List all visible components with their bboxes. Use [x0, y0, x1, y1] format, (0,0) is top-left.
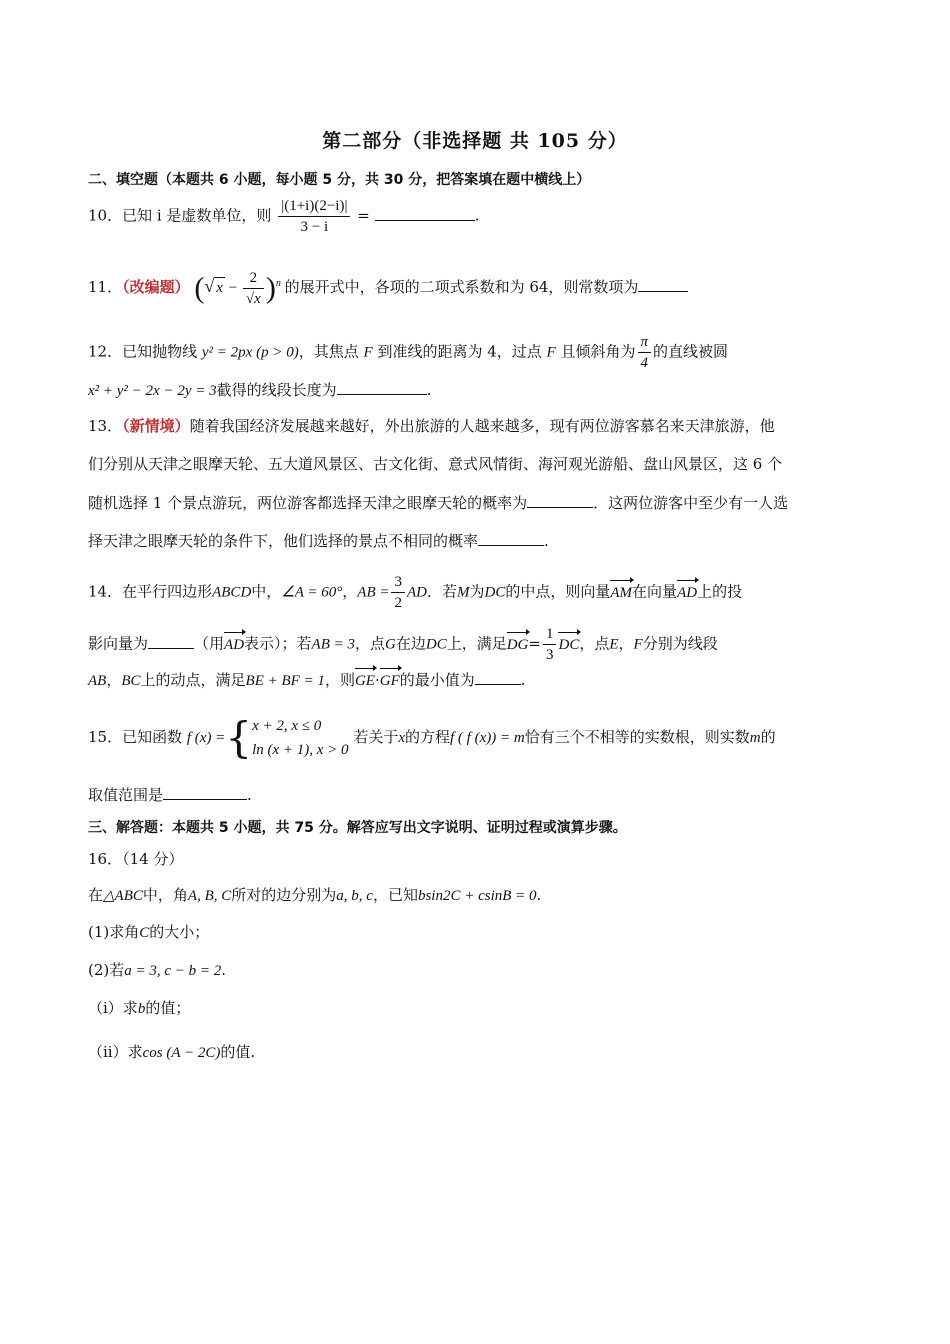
- math-symbol: AB =: [357, 584, 390, 601]
- question-13-line-3: [88, 493, 788, 513]
- fraction: $\frac{3}{2}$: [391, 572, 405, 613]
- question-number: 14．: [88, 582, 123, 601]
- question-15-line-2: [88, 785, 252, 805]
- question-text: 为: [469, 582, 485, 601]
- question-text: 的: [760, 728, 776, 746]
- question-number: 13．: [88, 417, 123, 435]
- math-symbol: E: [609, 636, 619, 653]
- math-symbol: b: [137, 1001, 146, 1017]
- question-text: 若关于: [353, 728, 399, 746]
- question-tag: （新情境）: [122, 417, 190, 435]
- punctuation: .: [544, 532, 549, 550]
- question-text: 在向量: [632, 582, 678, 601]
- math-symbol: m: [749, 730, 761, 746]
- question-text: 上的投: [697, 582, 743, 601]
- question-text: 的直线被圆: [653, 342, 729, 361]
- question-text: ，: [618, 634, 634, 653]
- question-text: 随着我国经济发展越来越好，外出旅游的人越来越多，现有两位游客慕名来天津旅游，他: [189, 417, 775, 435]
- question-16-part-2-ii: [88, 1042, 255, 1063]
- question-14-line-2: [88, 624, 718, 665]
- fraction: $\frac{1}{3}$: [543, 624, 557, 665]
- question-text: ，: [342, 582, 358, 601]
- question-13: [88, 416, 775, 436]
- math-symbol: △ABC: [103, 888, 143, 904]
- math-symbol: DC: [484, 584, 506, 601]
- section-fill-in-heading: 二、填空题（本题共 6 小题，每小题 5 分，共 30 分，把答案填在题中横线上）: [88, 172, 591, 188]
- question-text: 的大小；: [149, 923, 210, 941]
- question-text: ，: [106, 671, 122, 689]
- math-symbol: A, B, C: [187, 888, 232, 904]
- math-symbol: AD: [406, 584, 427, 601]
- answer-blank: [475, 670, 521, 685]
- question-text: 所对的边分别为: [231, 886, 337, 904]
- answer-blank: [148, 634, 194, 649]
- question-text: 中，角: [142, 886, 188, 904]
- answer-blank: [337, 380, 427, 395]
- parabola-equation: y² = 2px (p > 0): [201, 344, 299, 361]
- question-text: 的值；: [145, 999, 191, 1017]
- question-16-part-2: [88, 960, 226, 981]
- question-text: 已知抛物线: [122, 342, 198, 361]
- vector-DG: DG: [506, 636, 529, 653]
- question-text: 上，满足: [446, 634, 507, 653]
- question-number: 11．: [88, 277, 123, 296]
- question-text: 的方程: [405, 728, 451, 746]
- section-solution-heading: 三、解答题：本题共 5 小题，共 75 分。解答应写出文字说明、证明过程或演算步骤。: [88, 820, 627, 836]
- equation: a = 3, c − b = 2: [124, 963, 222, 979]
- question-text: （用: [194, 634, 225, 653]
- math-symbol: ·: [374, 671, 380, 689]
- question-text: ．这两位游客中至少有一人选: [593, 494, 789, 512]
- question-14: [88, 572, 742, 613]
- question-text: 上的动点，满足: [140, 671, 246, 689]
- math-symbol: BE + BF = 1: [245, 673, 325, 689]
- question-text: 的中点，则向量: [505, 582, 611, 601]
- vector-AM: AM: [610, 584, 633, 601]
- case-1: x + 2, x ≤ 0: [252, 718, 322, 734]
- question-text: 且倾斜角为: [560, 342, 636, 361]
- question-12-line-2: [88, 380, 431, 401]
- punctuation: .: [426, 381, 432, 399]
- answer-blank: [478, 531, 544, 546]
- question-text: ，点: [579, 634, 610, 653]
- math-symbol: a, b, c: [336, 888, 373, 904]
- math-symbol: AB = 3: [311, 636, 355, 653]
- question-16-stem: [88, 885, 541, 906]
- question-text: 表示）；若: [244, 634, 312, 653]
- piecewise-cases: [252, 714, 348, 762]
- question-text: ，已知: [372, 886, 418, 904]
- piecewise-brace: {: [225, 713, 253, 762]
- equation: bsin2C + csinB = 0: [417, 888, 537, 904]
- math-symbol: ABCD: [212, 584, 252, 601]
- math-symbol: F: [633, 636, 643, 653]
- math-symbol: M: [457, 584, 470, 601]
- case-2: ln (x + 1), x > 0: [252, 742, 349, 758]
- question-text: 在边: [395, 634, 426, 653]
- question-13-line-4: [88, 531, 549, 551]
- question-text: 分别为线段: [642, 634, 718, 653]
- question-text: 的最小值为: [399, 671, 475, 689]
- question-text: ，则: [324, 671, 355, 689]
- question-16-header: 16．（14 分）: [88, 850, 184, 868]
- question-text: 截得的线段长度为: [216, 381, 337, 399]
- math-symbol: C: [139, 925, 150, 941]
- answer-blank: [375, 206, 475, 221]
- question-text: 恰有三个不相等的实数根，则实数: [524, 728, 750, 746]
- question-11: [88, 268, 688, 309]
- question-text: ，其焦点: [298, 342, 359, 361]
- punctuation: .: [520, 671, 526, 689]
- vector-GE: GE: [354, 673, 375, 689]
- question-13-line-2: 们分别从天津之眼摩天轮、五大道风景区、古文化街、意式风情街、海河观光游船、盘山风景区，这 6 个: [88, 455, 783, 473]
- vector-GF: GF: [379, 673, 400, 689]
- question-text: ．若: [426, 582, 457, 601]
- question-text: 的值.: [220, 1043, 256, 1061]
- question-text: 择天津之眼摩天轮的条件下，他们选择的景点不相同的概率: [88, 532, 479, 550]
- focus-label: F: [546, 344, 556, 361]
- question-text: 已知 i 是虚数单位，则: [122, 206, 272, 225]
- fraction-denominator: 3 − i: [300, 219, 329, 235]
- math-symbol: DC: [425, 636, 447, 653]
- question-text: (1)求角: [88, 923, 140, 941]
- question-10: 10．已知 i 是虚数单位，则 $\frac{|(1+i)(2-i)|}{3 - i}$ = .: [88, 198, 480, 235]
- question-15: [88, 712, 776, 763]
- question-tag: （改编题）: [122, 277, 190, 296]
- question-text: 中，: [251, 582, 282, 601]
- function-label: f (x) =: [186, 730, 226, 746]
- angle-fraction: $\frac{\pi}{4}$: [638, 332, 652, 373]
- question-12: [88, 332, 728, 373]
- math-symbol: AB: [88, 673, 107, 689]
- vector-AD: AD: [677, 584, 698, 601]
- equation: f ( f (x)) = m: [450, 730, 525, 746]
- question-text: 取值范围是: [88, 786, 164, 804]
- punctuation: .: [221, 961, 227, 979]
- math-symbol: ∠A = 60°: [281, 584, 343, 601]
- question-text: 已知函数: [122, 728, 183, 746]
- circle-equation: x² + y² − 2x − 2y = 3: [88, 383, 217, 399]
- question-text: （ii）求: [88, 1043, 143, 1061]
- question-number: 15．: [88, 728, 123, 746]
- page-title: 第二部分（非选择题 共 105 分）: [322, 130, 628, 152]
- vector-DC: DC: [558, 636, 580, 653]
- math-symbol: =: [528, 634, 541, 653]
- question-text: (2)若: [88, 961, 125, 979]
- math-symbol: BC: [121, 673, 141, 689]
- question-text: 影向量为: [88, 634, 149, 653]
- question-text: 在平行四边形: [122, 582, 213, 601]
- answer-blank: [638, 277, 688, 292]
- question-text: 的展开式中，各项的二项式系数和为 64，则常数项为: [284, 277, 639, 296]
- question-16-part-1: [88, 922, 209, 943]
- vector-AD: AD: [224, 636, 245, 653]
- question-text: 随机选择 1 个景点游玩，两位游客都选择天津之眼摩天轮的概率为: [88, 494, 528, 512]
- punctuation: .: [247, 786, 252, 804]
- equation: cos (A − 2C): [142, 1045, 221, 1061]
- question-16-part-2-i: [88, 998, 190, 1019]
- question-text: （i）求: [88, 999, 138, 1017]
- question-number: 12．: [88, 342, 123, 361]
- binomial-expression: (√ x − $\frac{2}{√x}$ )$^n$: [194, 270, 281, 307]
- punctuation: .: [474, 206, 480, 225]
- math-symbol: x: [398, 730, 405, 746]
- math-symbol: G: [385, 636, 396, 653]
- fraction: [278, 196, 350, 237]
- question-text: ，点: [355, 634, 386, 653]
- question-number: 10．: [88, 206, 123, 225]
- answer-blank: [163, 785, 247, 800]
- question-14-line-3: [88, 670, 526, 691]
- fraction-numerator: |(1+i)(2−i)|: [278, 196, 350, 217]
- punctuation: .: [536, 886, 542, 904]
- focus-label: F: [363, 344, 373, 361]
- answer-blank: [527, 493, 593, 508]
- question-text: 到准线的距离为 4，过点: [377, 342, 542, 361]
- question-text: 在: [88, 886, 104, 904]
